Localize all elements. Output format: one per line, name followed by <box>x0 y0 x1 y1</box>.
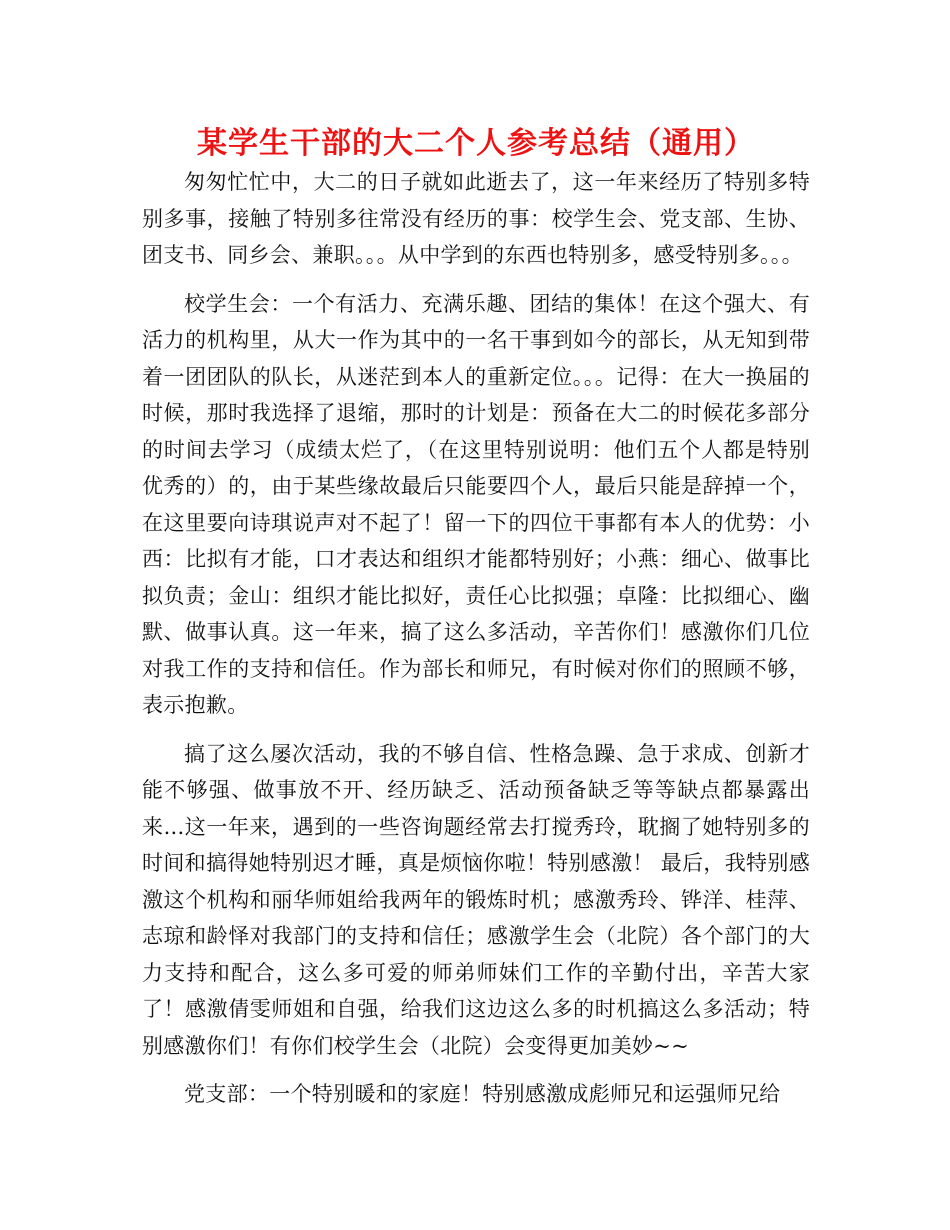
paragraph-student-union: 校学生会：一个有活力、充满乐趣、团结的集体！在这个强大、有活力的机构里，从大一作为其中的一名干事到如今的部长，从无知到带着一团团队的队长，从迷茫到本人的重新定位。。。记得：在大一换届的时候，那时我选择了退缩，那时的计划是：预备在大二的时候花多部分的时间去学习（成绩太烂了，（在这里特别说明：他们五个人都是特别优秀的）的，由于某些缘故最后只能要四个人，最后只能是辞掉一个，在这里要向诗琪说声对不起了！留一下的四位干事都有本人的优势：小西：比拟有才能，口才表达和组织才能都特别好；小燕：细心、做事比拟负责；金山：组织才能比拟好，责任心比拟强；卓隆：比拟细心、幽默、做事认真。这一年来，搞了这么多活动，辛苦你们！感激你们几位对我工作的支持和信任。作为部长和师兄，有时候对你们的照顾不够，表示抱歉。 <box>142 291 810 717</box>
paragraph-intro: 匆匆忙忙中，大二的日子就如此逝去了，这一年来经历了特别多特别多事，接触了特别多往常没有经历的事：校学生会、党支部、生协、团支书、同乡会、兼职。。。从中学到的东西也特别多，感受特别多。。。 <box>142 170 810 267</box>
paragraph-reflection: 搞了这么屡次活动，我的不够自信、性格急躁、急于求成、创新才能不够强、做事放不开、经历缺乏、活动预备缺乏等等缺点都暴露出来...这一年来，遇到的一些咨询题经常去打搅秀玲，耽搁了她特别多的时间和搞得她特别迟才睡，真是烦恼你啦！特别感激！ 最后，我特别感激这个机构和丽华师姐给我两年的锻炼时机；感激秀玲、铧洋、桂萍、志琼和龄怿对我部门的支持和信任；感激学生会（北院）各个部门的大力支持和配合，这么多可爱的师弟师妹们工作的辛勤付出，辛苦大家了！感激倩雯师姐和自强，给我们这边这么多的时机搞这么多活动；特别感激你们！有你们校学生会（北院）会变得更加美妙~~ <box>142 741 810 1058</box>
document-title: 某学生干部的大二个人参考总结（通用） <box>197 126 755 161</box>
document-body <box>142 164 810 1113</box>
paragraph-party-branch: 党支部：一个特别暖和的家庭！特别感激成彪师兄和运强师兄给 <box>184 1082 781 1106</box>
